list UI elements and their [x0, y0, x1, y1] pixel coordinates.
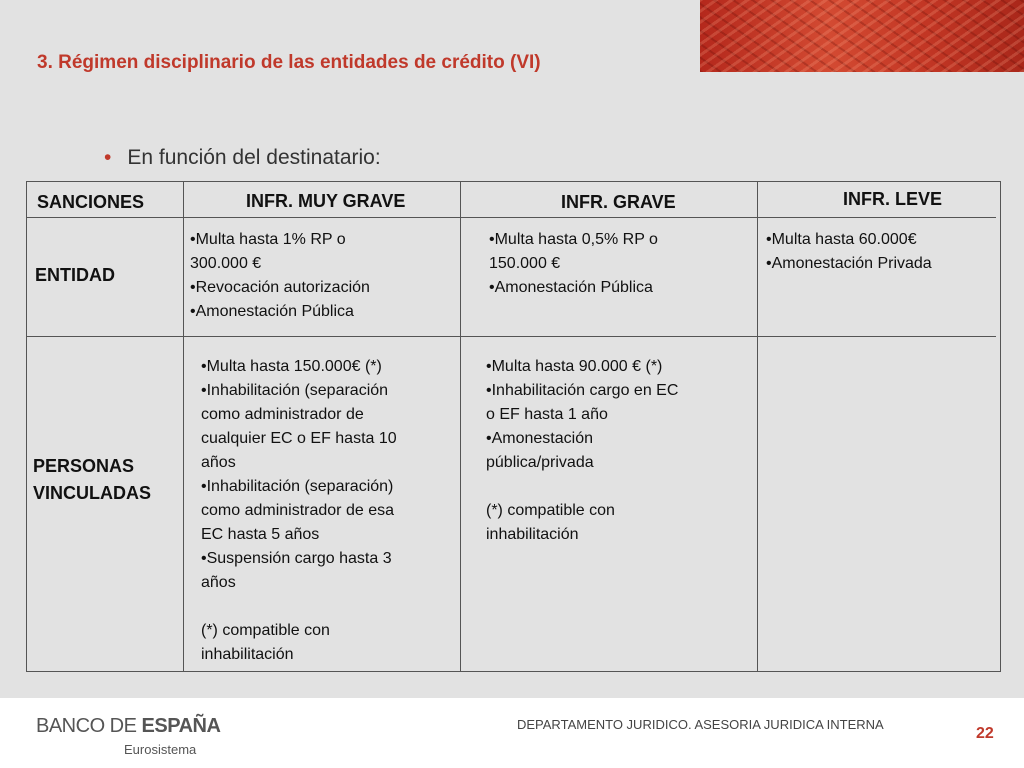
bullet-line: [104, 146, 381, 170]
cell-entidad-leve: •Multa hasta 60.000€ •Amonestación Privada: [766, 231, 932, 272]
cell-entidad-grave: •Multa hasta 0,5% RP o 150.000 € •Amonestación Pública: [489, 231, 658, 296]
footer: [0, 698, 1024, 768]
header-banner-image: [700, 0, 1024, 72]
department-label: DEPARTAMENTO JURIDICO. ASESORIA JURIDICA INTERNA: [517, 717, 884, 732]
header-muy-grave: INFR. MUY GRAVE: [246, 191, 406, 211]
cell-entidad-muy-grave: •Multa hasta 1% RP o 300.000 € •Revocación autorización •Amonestación Pública: [190, 231, 370, 320]
bullet-marker: •: [104, 146, 112, 169]
header-grave: INFR. GRAVE: [561, 192, 676, 212]
cell-personas-muy-grave: •Multa hasta 150.000€ (*) •Inhabilitación (separación como administrador de cualquier EC o EF hasta 10 años •Inhabilitación (separación) como administrador de esa EC hasta 5 años •Suspensión cargo hasta 3 años (*) compatible con inhabilitación: [201, 358, 397, 663]
header-sanciones: SANCIONES: [37, 192, 145, 212]
bullet-text: En función del destinatario:: [127, 146, 381, 169]
cell-personas-grave: •Multa hasta 90.000 € (*) •Inhabilitación cargo en EC o EF hasta 1 año •Amonestación pública/privada (*) compatible con inhabilitación: [486, 358, 679, 543]
row-label-entidad: ENTIDAD: [35, 265, 115, 285]
slide-title: 3. Régimen disciplinario de las entidades de crédito (VI): [37, 52, 541, 73]
header-leve: INFR. LEVE: [843, 189, 943, 209]
banco-de-espana-logo: BANCO DE ESPAÑA Eurosistema: [36, 715, 221, 757]
row-label-personas-vinculadas: PERSONAS VINCULADAS: [33, 456, 152, 503]
page-number: 22: [976, 725, 994, 742]
